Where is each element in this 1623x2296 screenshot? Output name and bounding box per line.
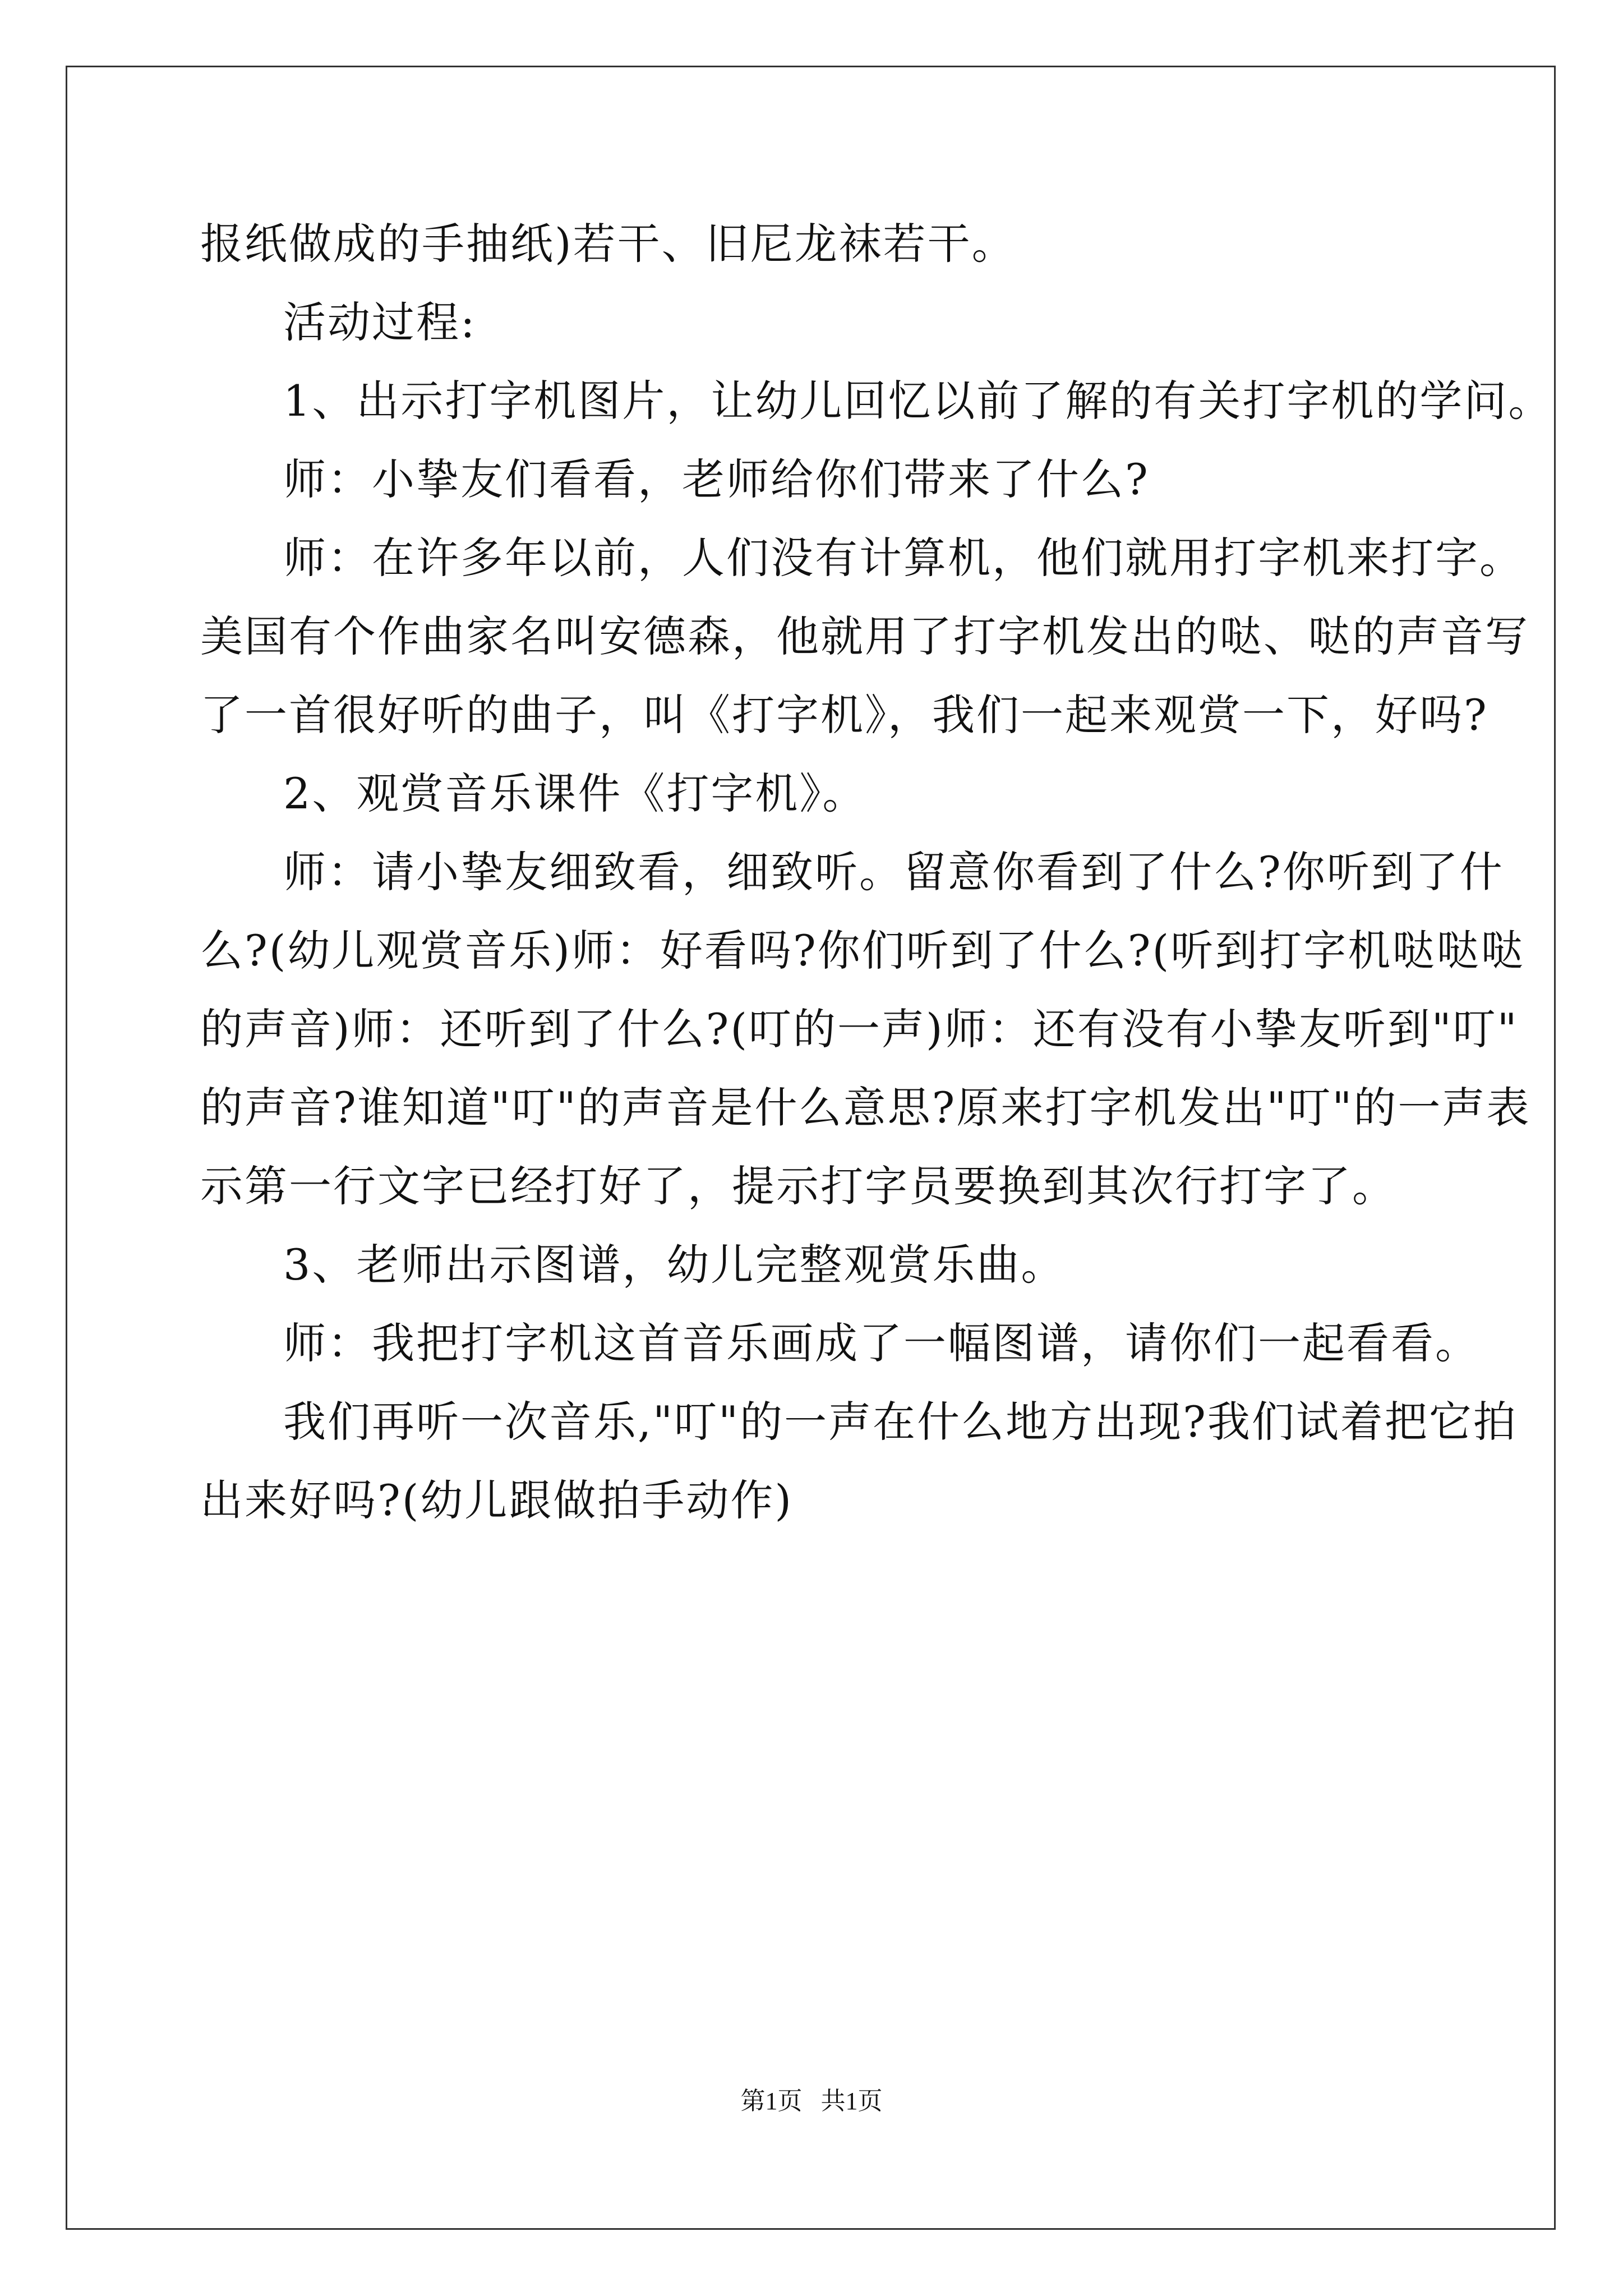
text-line: 了一首很好听的曲子，叫《打字机》，我们一起来观赏一下，好吗? (200, 690, 1488, 740)
text-line: 3、老师出示图谱，幼儿完整观赏乐曲。 (283, 1240, 1066, 1290)
text-line: 1、出示打字机图片，让幼儿回忆以前了解的有关打字机的学问。 (283, 376, 1553, 426)
text-line: 的声音?谁知道"叮"的声音是什么意思?原来打字机发出"叮"的一声表 (200, 1083, 1531, 1133)
text-line: 师：小挚友们看看，老师给你们带来了什么? (283, 454, 1150, 504)
text-line: 师：在许多年以前，人们没有计算机，他们就用打字机来打字。 (283, 533, 1524, 583)
text-line: 的声音)师：还听到了什么?(叮的一声)师：还有没有小挚友听到"叮" (200, 1004, 1519, 1054)
text-line: 活动过程: (283, 297, 477, 347)
page-number-footer: 第1页 共1页 (740, 2087, 883, 2115)
text-line: 出来好吗?(幼儿跟做拍手动作) (200, 1475, 794, 1525)
text-line: 师：我把打字机这首音乐画成了一幅图谱，请你们一起看看。 (283, 1318, 1479, 1368)
text-line: 示第一行文字已经打好了，提示打字员要换到其次行打字了。 (200, 1161, 1396, 1211)
text-line: 美国有个作曲家名叫安德森，他就用了打字机发出的哒、哒的声音写 (200, 611, 1529, 661)
text-line: 么?(幼儿观赏音乐)师：好看吗?你们听到了什么?(听到打字机哒哒哒 (200, 926, 1525, 976)
document-body (200, 205, 1553, 1540)
text-line: 师：请小挚友细致看，细致听。留意你看到了什么?你听到了什 (283, 847, 1504, 897)
text-line: 2、观赏音乐课件《打字机》。 (283, 769, 867, 818)
text-line: 报纸做成的手抽纸)若干、旧尼龙袜若干。 (200, 219, 1016, 269)
text-line: 我们再听一次音乐,"叮"的一声在什么地方出现?我们试着把它拍 (283, 1397, 1518, 1447)
